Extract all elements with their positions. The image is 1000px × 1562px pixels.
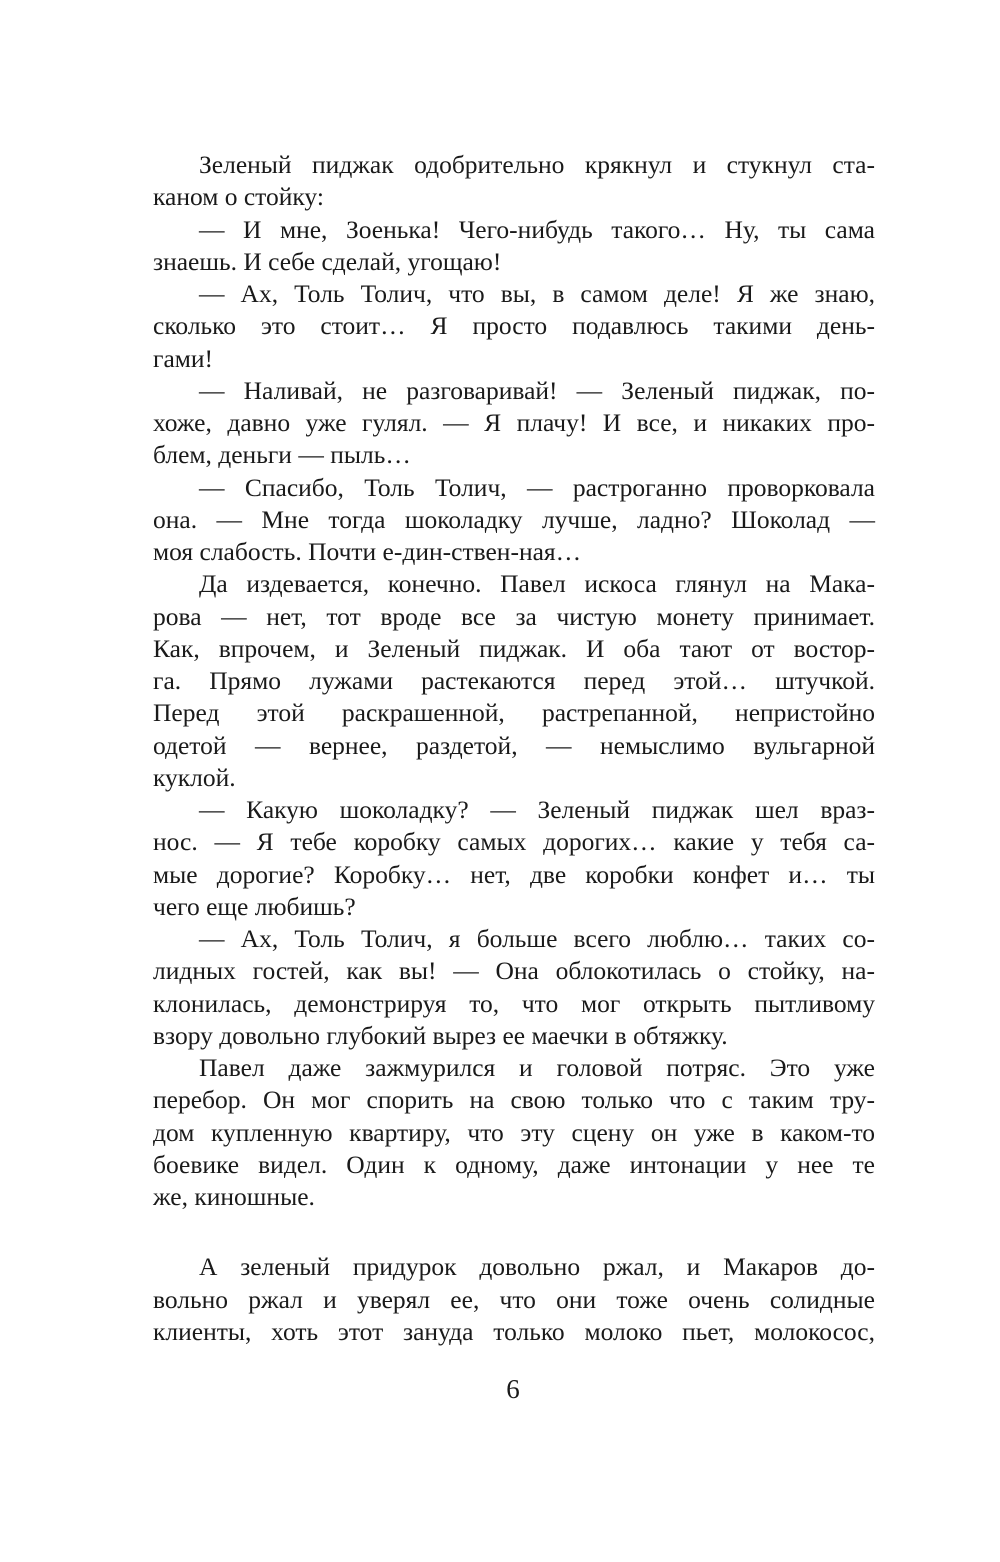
text-line: же, киношные. [153,1182,315,1211]
text-line: куклой. [153,762,236,792]
page-body-text [153,149,875,1348]
text-line: Павел даже зажмурился и головой потряс. Это уже [199,1053,875,1082]
text-line: Зеленый пиджак одобрительно крякнул и стукнул ста- [199,150,875,179]
text-line: гами! [153,343,214,373]
paragraph [153,472,875,569]
text-line: она. — Мне тогда шоколадку лучше, ладно? Шоколад — [153,504,875,534]
text-line: взору довольно глубокий вырез ее маечки в обтяжку. [153,1020,728,1050]
text-line: перебор. Он мог спорить на свою только что с таким тру- [153,1085,875,1115]
text-line: рова — нет, тот вроде все за чистую монету принимает. [153,601,875,631]
paragraph [153,1251,875,1348]
text-line: хоже, давно уже гулял. — Я плачу! И все, и никаких про- [153,408,875,437]
text-line: — Ах, Толь Толич, что вы, в самом деле! Я же знаю, [199,279,875,308]
paragraph [153,794,875,923]
text-line: сколько это стоит… Я просто подавлюсь такими день- [153,311,875,341]
paragraph [153,375,875,472]
text-line: Перед этой раскрашенной, растрепанной, непристойно [153,698,875,728]
paragraph [153,1052,875,1213]
paragraph [153,568,875,794]
text-line: клиенты, хоть этот зануда только молоко пьет, молокосос, [153,1316,875,1346]
text-line: одетой — вернее, раздетой, — немыслимо вульгарной [153,730,875,760]
text-line: Как, впрочем, и Зеленый пиджак. И оба тают от востор- [153,633,875,663]
text-line: — И мне, Зоенька! Чего-нибудь такого… Ну, ты сама [199,214,875,244]
text-line: моя слабость. Почти е-дин-ствен-ная… [153,537,582,566]
paragraph [153,214,875,279]
text-line: — Наливай, не разговаривай! — Зеленый пиджак, по- [199,375,875,405]
text-line: — Ах, Толь Толич, я больше всего люблю… таких со- [199,924,875,953]
section-break [153,1213,875,1251]
text-line: чего еще любишь? [153,891,356,921]
paragraph [153,278,875,375]
text-line: мые дорогие? Коробку… нет, две коробки конфет и… ты [153,859,875,889]
text-line: лидных гостей, как вы! — Она облокотилась о стойку, на- [153,956,875,986]
text-line: клонилась, демонстрируя то, что мог открыть пытливому [153,988,875,1018]
paragraph [153,149,875,214]
text-line: блем, деньги — пыль… [153,440,411,470]
text-line: га. Прямо лужами растекаются перед этой… штучкой. [153,666,875,695]
text-line: дом купленную квартиру, что эту сцену он уже в каком-то [153,1117,875,1147]
text-line: вольно ржал и уверял ее, что они тоже очень солидные [153,1284,875,1314]
text-line: каном о стойку: [153,182,324,212]
text-line: — Какую шоколадку? — Зеленый пиджак шел враз- [199,795,875,824]
page-number: 6 [506,1374,520,1404]
text-line: знаешь. И себе сделай, угощаю! [153,246,502,276]
text-line: А зеленый придурок довольно ржал, и Макаров до- [199,1252,875,1282]
text-line: Да издевается, конечно. Павел искоса глянул на Мака- [199,569,875,599]
text-line: — Спасибо, Толь Толич, — растроганно проворковала [199,472,875,502]
text-line: нос. — Я тебе коробку самых дорогих… какие у тебя са- [153,827,875,857]
paragraph [153,923,875,1052]
text-line: боевике видел. Один к одному, даже интонации у нее те [153,1149,875,1179]
